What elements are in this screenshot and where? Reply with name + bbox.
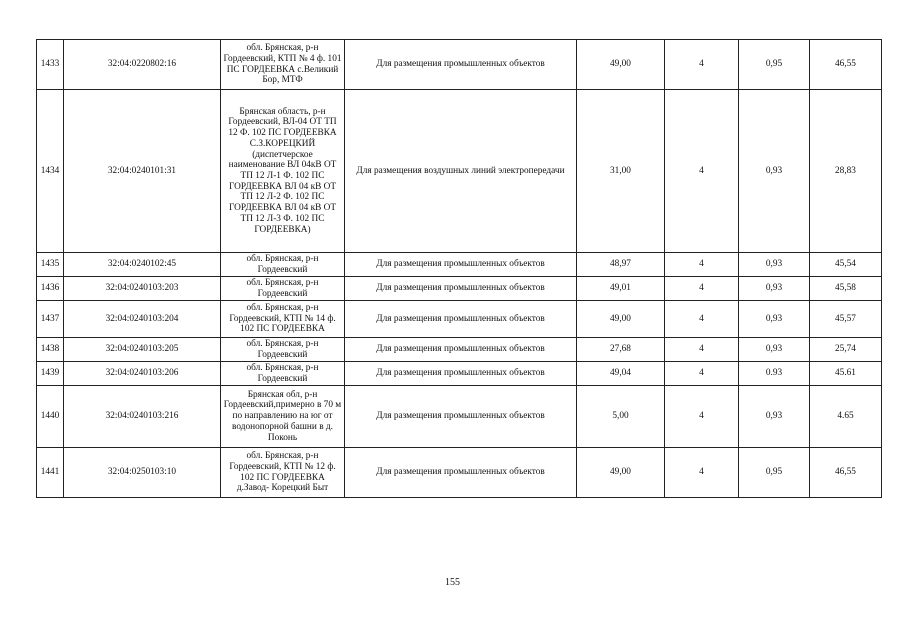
table-row <box>37 362 882 386</box>
cadastral-number: 32:04:0220802:16 <box>64 40 221 90</box>
value: 45,54 <box>810 253 882 277</box>
cadastral-number: 32:04:0240103:203 <box>64 277 221 301</box>
location: обл. Брянская, р-н Гордеевский <box>221 253 345 277</box>
coefficient: 0.93 <box>739 362 810 386</box>
value: 4.65 <box>810 386 882 448</box>
area: 48,97 <box>577 253 665 277</box>
table-row <box>37 386 882 448</box>
area: 49,04 <box>577 362 665 386</box>
table-row <box>37 40 882 90</box>
cadastral-number: 32:04:0240102:45 <box>64 253 221 277</box>
table-row <box>37 301 882 338</box>
category: 4 <box>665 386 739 448</box>
row-number: 1440 <box>37 386 64 448</box>
value: 28,83 <box>810 90 882 253</box>
cadastral-number: 32:04:0250103:10 <box>64 448 221 498</box>
permitted-use: Для размещения воздушных линий электропередачи <box>345 90 577 253</box>
area: 49,01 <box>577 277 665 301</box>
row-number: 1435 <box>37 253 64 277</box>
page-number: 155 <box>445 577 460 588</box>
category: 4 <box>665 362 739 386</box>
coefficient: 0,93 <box>739 301 810 338</box>
cadastral-number: 32:04:0240103:216 <box>64 386 221 448</box>
row-number: 1438 <box>37 338 64 362</box>
location: Брянская обл, р-н Гордеевский,примерно в 70 м по направлению на юг от водонопорной башни в д. Поконь <box>221 386 345 448</box>
category: 4 <box>665 301 739 338</box>
coefficient: 0,95 <box>739 40 810 90</box>
value: 45.61 <box>810 362 882 386</box>
permitted-use: Для размещения промышленных объектов <box>345 40 577 90</box>
value: 45,57 <box>810 301 882 338</box>
permitted-use: Для размещения промышленных объектов <box>345 362 577 386</box>
table-row <box>37 338 882 362</box>
location: обл. Брянская, р-н Гордеевский, КТП № 12 ф. 102 ПС ГОРДЕЕВКА д.Завод- Корецкий Быт <box>221 448 345 498</box>
row-number: 1434 <box>37 90 64 253</box>
row-number: 1433 <box>37 40 64 90</box>
location: обл. Брянская, р-н Гордеевский, КТП № 14 ф. 102 ПС ГОРДЕЕВКА <box>221 301 345 338</box>
coefficient: 0,95 <box>739 448 810 498</box>
area: 49,00 <box>577 448 665 498</box>
area: 5,00 <box>577 386 665 448</box>
permitted-use: Для размещения промышленных объектов <box>345 253 577 277</box>
category: 4 <box>665 40 739 90</box>
value: 46,55 <box>810 40 882 90</box>
coefficient: 0,93 <box>739 253 810 277</box>
table-row <box>37 277 882 301</box>
permitted-use: Для размещения промышленных объектов <box>345 386 577 448</box>
category: 4 <box>665 448 739 498</box>
coefficient: 0,93 <box>739 386 810 448</box>
value: 45,58 <box>810 277 882 301</box>
value: 25,74 <box>810 338 882 362</box>
area: 31,00 <box>577 90 665 253</box>
row-number: 1437 <box>37 301 64 338</box>
coefficient: 0,93 <box>739 277 810 301</box>
category: 4 <box>665 338 739 362</box>
row-number: 1441 <box>37 448 64 498</box>
cadastral-number: 32:04:0240103:204 <box>64 301 221 338</box>
category: 4 <box>665 277 739 301</box>
cadastral-number: 32:04:0240101:31 <box>64 90 221 253</box>
category: 4 <box>665 253 739 277</box>
permitted-use: Для размещения промышленных объектов <box>345 277 577 301</box>
row-number: 1439 <box>37 362 64 386</box>
permitted-use: Для размещения промышленных объектов <box>345 448 577 498</box>
cadastral-number: 32:04:0240103:206 <box>64 362 221 386</box>
land-parcels-table <box>36 39 882 498</box>
table-row <box>37 90 882 253</box>
table-row <box>37 253 882 277</box>
coefficient: 0,93 <box>739 338 810 362</box>
permitted-use: Для размещения промышленных объектов <box>345 338 577 362</box>
category: 4 <box>665 90 739 253</box>
permitted-use: Для размещения промышленных объектов <box>345 301 577 338</box>
row-number: 1436 <box>37 277 64 301</box>
location: обл. Брянская, р-н Гордеевский <box>221 362 345 386</box>
location: обл. Брянская, р-н Гордеевский, КТП № 4 ф. 101 ПС ГОРДЕЕВКА с.Великий Бор, МТФ <box>221 40 345 90</box>
area: 49,00 <box>577 40 665 90</box>
table-row <box>37 448 882 498</box>
coefficient: 0,93 <box>739 90 810 253</box>
location: Брянская область, р-н Гордеевский, ВЛ-04 ОТ ТП 12 Ф. 102 ПС ГОРДЕЕВКА С.З.КОРЕЦКИЙ (диспетчерское наименование ВЛ 04кВ ОТ ТП 12 Л-1 Ф. 102 ПС ГОРДЕЕВКА ВЛ 04 кВ ОТ ТП 12 Л-2 Ф. 102 ПС ГОРДЕЕВКА ВЛ 04 кВ ОТ ТП 12 Л-3 Ф. 102 ПС ГОРДЕЕВКА) <box>221 90 345 253</box>
value: 46,55 <box>810 448 882 498</box>
cadastral-number: 32:04:0240103:205 <box>64 338 221 362</box>
location: обл. Брянская, р-н Гордеевский <box>221 277 345 301</box>
area: 27,68 <box>577 338 665 362</box>
area: 49,00 <box>577 301 665 338</box>
location: обл. Брянская, р-н Гордеевский <box>221 338 345 362</box>
